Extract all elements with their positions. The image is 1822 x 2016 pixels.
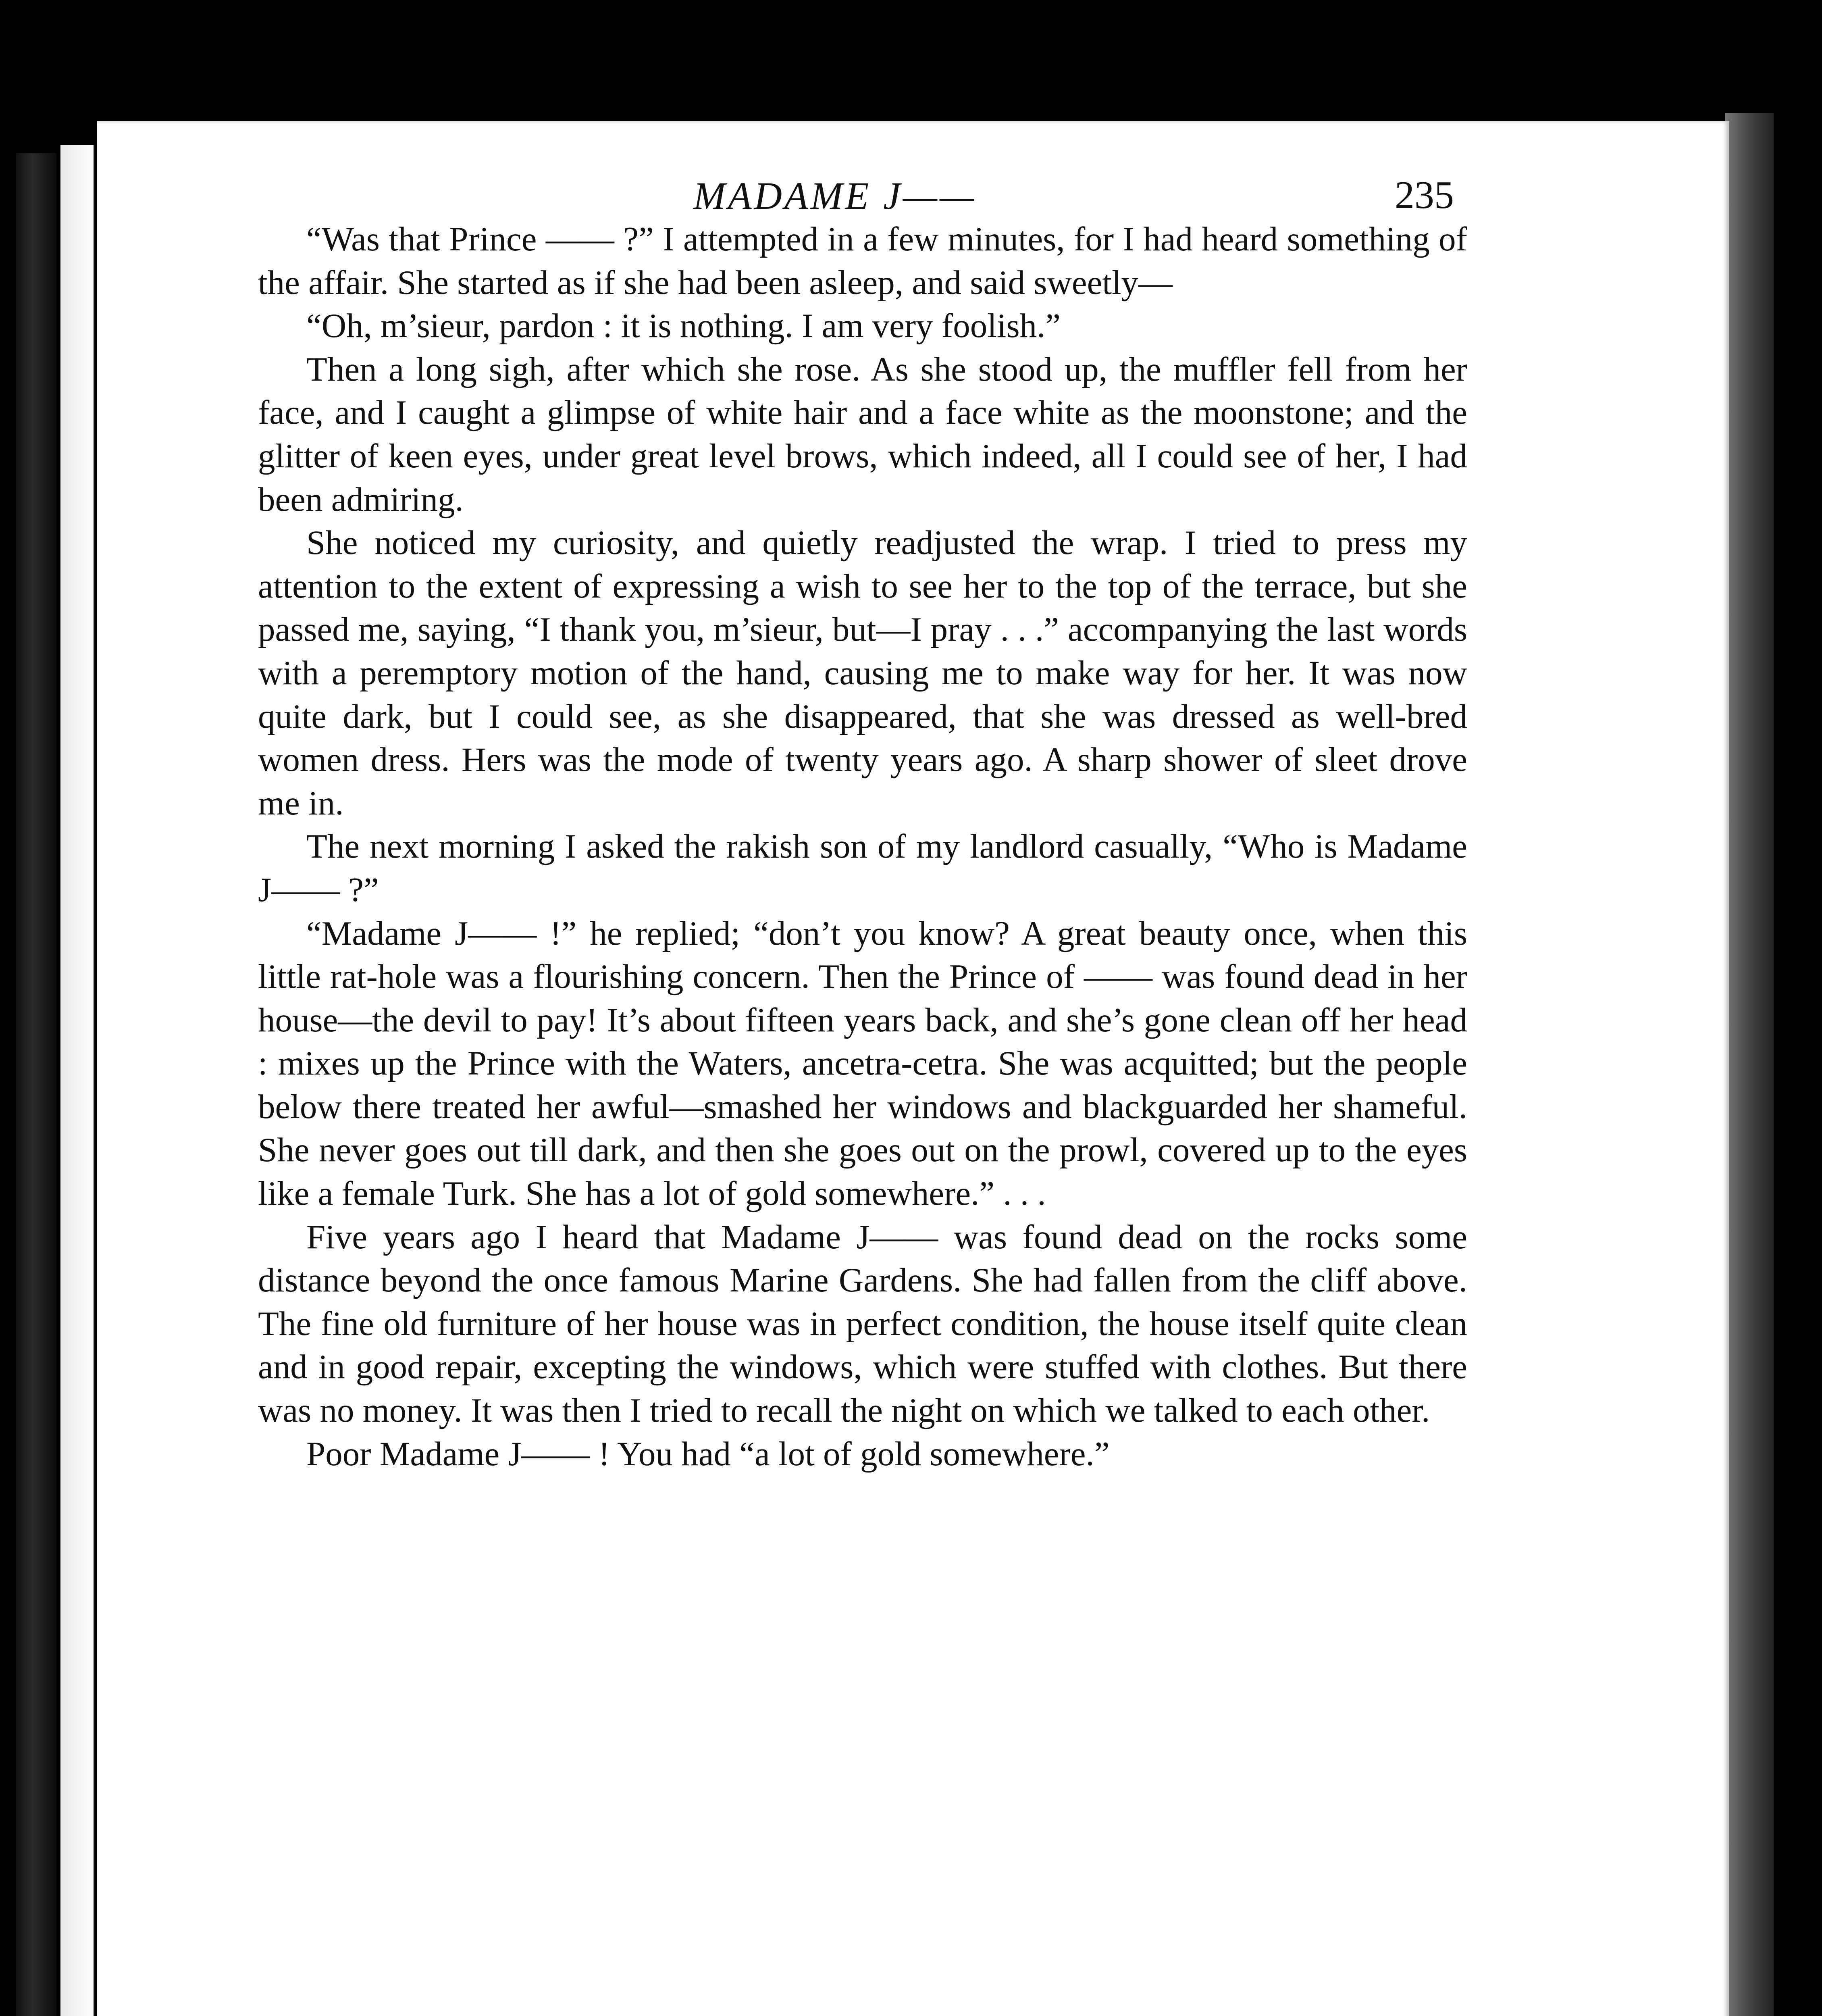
running-head: MADAME J—— [693, 174, 977, 217]
paragraph: Five years ago I heard that Madame J—— was found dead on the rocks some distance beyond the once famous Marine Gardens. She had fallen from the cliff above. The fine old furniture of her house was in perfect condition, the house itself quite clean and in good repair, excepting the windows, which were stuffed with clothes. But there was no money. It was then I tried to recall the night on which we talked to each other. [258, 1218, 1467, 1430]
body-text [258, 218, 1467, 1476]
paragraph: The next morning I asked the rakish son of my landlord casually, “Who is Madame J—— ?” [258, 827, 1467, 909]
paragraph: She noticed my curiosity, and quietly readjusted the wrap. I tried to press my attention to the extent of expressing a wish to see her to the top of the terrace, but she passed me, saying, “I thank you, m’sieur, but—I pray . . .” accompanying the last words with a peremptory motion of the hand, causing me to make way for her. It was now quite dark, but I could see, as she disappeared, that she was dressed as well-bred women dress. Hers was the mode of twenty years ago. A sharp shower of sleet drove me in. [258, 524, 1467, 822]
book-binding [16, 153, 56, 2016]
paragraph: “Oh, m’sieur, pardon : it is nothing. I am very foolish.” [306, 307, 1061, 345]
paragraph: “Was that Prince —— ?” I attempted in a few minutes, for I had heard something of the affair. She started as if she had been asleep, and said sweetly— [258, 220, 1467, 302]
paragraph: “Madame J—— !” he replied; “don’t you know? A great beauty once, when this little rat-hole was a flourishing concern. Then the Prince of —— was found dead in her house—the devil to pay! It’s about fifteen years back, and she’s gone clean off her head : mixes up the Prince with the Waters, ancetra-cetra. She was acquitted; but the people below there treated her awful—smashed her windows and blackguarded her shameful. She never goes out till dark, and then she goes out on the prowl, covered up to the eyes like a female Turk. She has a lot of gold somewhere.” . . . [258, 914, 1467, 1213]
paragraph: Then a long sigh, after which she rose. As she stood up, the muffler fell from her face, and I caught a glimpse of white hair and a face white as the moonstone; and the glitter of keen eyes, under great level brows, which indeed, all I could see of her, I had been admiring. [258, 350, 1467, 519]
page-number: 235 [1395, 173, 1454, 217]
paragraph: Poor Madame J—— ! You had “a lot of gold somewhere.” [306, 1435, 1110, 1473]
page-edge-shadow [1725, 113, 1774, 2016]
previous-page-edge [60, 145, 94, 2016]
